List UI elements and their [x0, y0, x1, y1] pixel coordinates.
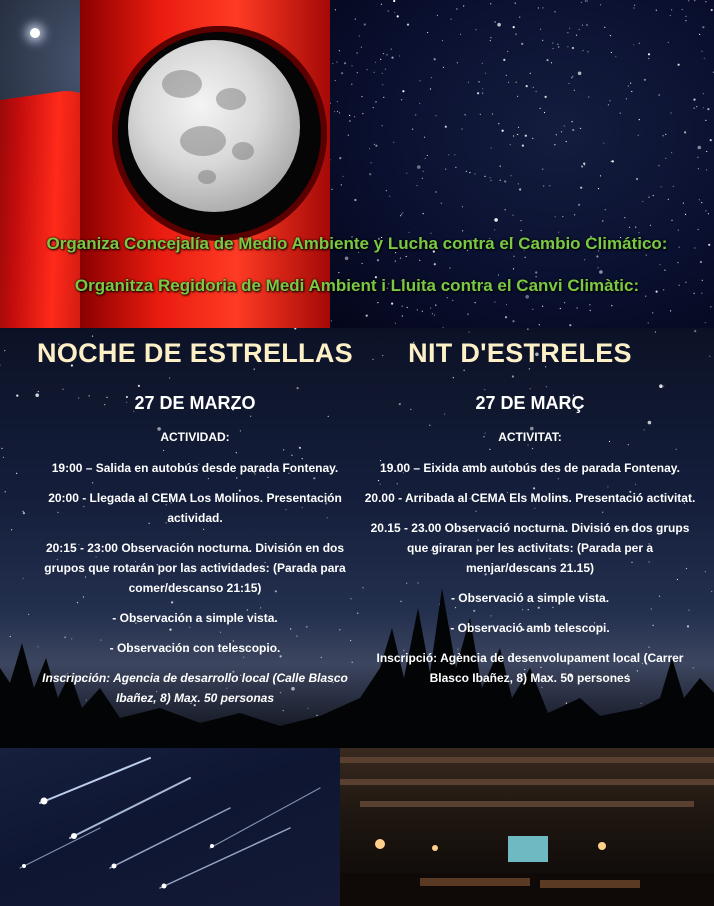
organizer-catalan: Organitza Regidoria de Medi Ambient i Lluita contra el Canvi Climàtic: [74, 276, 640, 295]
activity-heading-spanish: ACTIVIDAD: [160, 430, 230, 444]
event-details [0, 328, 714, 748]
full-moon [128, 40, 300, 212]
schedule-item: 20.15 - 23.00 Observació nocturna. Divisió en dos grups que giraran per les activitats: (Parada per a menjar/descans 21.15) [370, 521, 690, 575]
footer-photos [0, 748, 714, 906]
meteor-shower-photo [0, 748, 340, 906]
schedule-item: - Observación con telescopio. [109, 641, 281, 655]
date-catalan: 27 DE MARÇ [475, 393, 585, 413]
schedule-item: - Observació a simple vista. [450, 591, 610, 605]
schedule-item: 19:00 – Salida en autobús desde parada Fontenay. [51, 461, 339, 475]
schedule-item: - Observació amb telescopi. [450, 621, 610, 635]
spanish-column [30, 328, 360, 708]
bright-star [30, 28, 40, 38]
header-photos [0, 0, 714, 328]
title-catalan: NIT D'ESTRELES [408, 338, 632, 368]
schedule-item: 20:00 - Llegada al CEMA Los Molinos. Presentación actividad. [48, 491, 342, 525]
schedule-item: - Observación a simple vista. [112, 611, 278, 625]
registration-spanish: Inscripción: Agencia de desarrollo local (Calle Blasco Ibañez, 8) Max. 50 personas [42, 671, 348, 705]
catalan-column [360, 328, 700, 688]
hall-scene [340, 748, 714, 906]
schedule-item: 20:15 - 23:00 Observación nocturna. División en dos grupos que rotarán por las actividades: (Parada para comer/descanso 21:15) [44, 541, 346, 595]
schedule-item: 19.00 – Eixida amb autobús des de parada Fontenay. [380, 461, 680, 475]
organizer-spanish: Organiza Concejalía de Medio Ambiente y Lucha contra el Cambio Climático: [46, 234, 668, 253]
schedule-item: 20.00 - Arribada al CEMA Els Molins. Presentació activitat. [364, 491, 696, 505]
registration-catalan: Inscripció: Agència de desenvolupament local (Carrer Blasco Ibañez, 8) Max. 50 persones [376, 651, 684, 685]
meteor-streaks [0, 748, 340, 906]
hall-presentation-photo [340, 748, 714, 906]
title-spanish: NOCHE DE ESTRELLAS [37, 338, 353, 368]
activity-heading-catalan: ACTIVITAT: [498, 430, 562, 444]
date-spanish: 27 DE MARZO [134, 393, 256, 413]
